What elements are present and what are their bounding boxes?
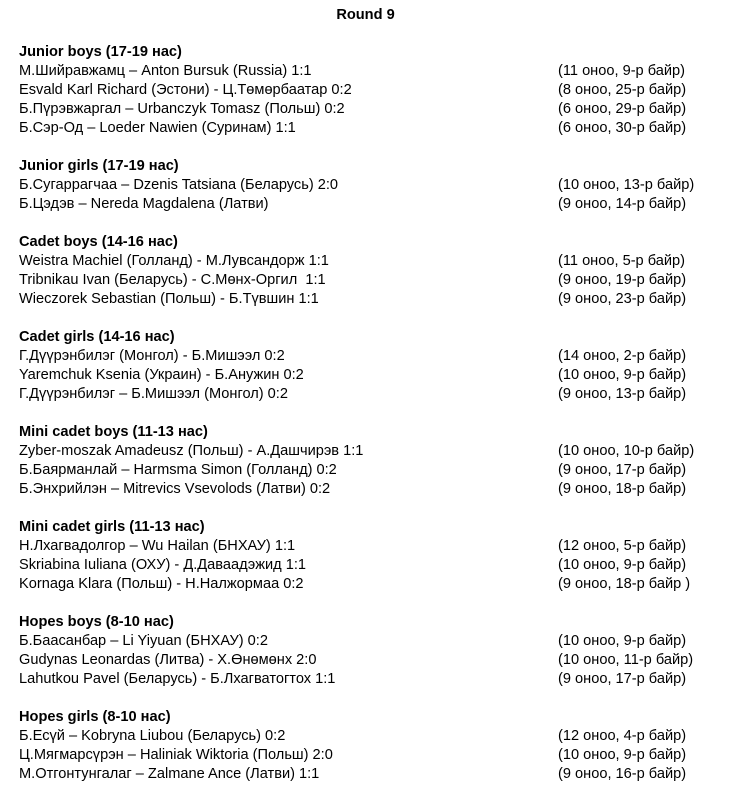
section-heading: Hopes boys (8-10 нас) bbox=[19, 614, 174, 630]
game-row bbox=[19, 290, 719, 309]
standing-info: (14 оноо, 2-р байр) bbox=[558, 348, 687, 364]
game-row bbox=[19, 385, 719, 404]
standing-info: (10 оноо, 9-р байр) bbox=[558, 367, 687, 383]
standing-info: (10 оноо, 9-р байр) bbox=[558, 747, 687, 763]
game-result: Wieczorek Sebastian (Польш) - Б.Түвшин 1:1 bbox=[19, 291, 319, 307]
standing-info: (12 оноо, 5-р байр) bbox=[558, 538, 687, 554]
section-heading: Mini cadet boys (11-13 нас) bbox=[19, 424, 208, 440]
section-heading: Junior boys (17-19 нас) bbox=[19, 44, 182, 60]
game-row bbox=[19, 62, 719, 81]
game-row bbox=[19, 765, 719, 784]
standing-info: (9 оноо, 17-р байр) bbox=[558, 462, 687, 478]
game-result: Kornaga Klara (Польш) - Н.Налжормаа 0:2 bbox=[19, 576, 304, 592]
game-result: Г.Дүүрэнбилэг (Монгол) - Б.Мишээл 0:2 bbox=[19, 348, 285, 364]
standing-info: (9 оноо, 19-р байр) bbox=[558, 272, 687, 288]
standing-info: (10 оноо, 9-р байр) bbox=[558, 557, 687, 573]
standing-info: (6 оноо, 30-р байр) bbox=[558, 120, 687, 136]
game-result: Б.Есүй – Kobryna Liubou (Беларусь) 0:2 bbox=[19, 728, 286, 744]
section bbox=[19, 157, 719, 214]
game-row bbox=[19, 651, 719, 670]
standing-info: (12 оноо, 4-р байр) bbox=[558, 728, 687, 744]
game-result: Ц.Мягмарсүрэн – Haliniak Wiktoria (Польш) 2:0 bbox=[19, 747, 333, 763]
section bbox=[19, 233, 719, 309]
standing-info: (9 оноо, 23-р байр) bbox=[558, 291, 687, 307]
game-row bbox=[19, 347, 719, 366]
standing-info: (10 оноо, 11-р байр) bbox=[558, 652, 694, 668]
game-result: Б.Баярманлай – Harmsma Simon (Голланд) 0:2 bbox=[19, 462, 337, 478]
section-heading: Mini cadet girls (11-13 нас) bbox=[19, 519, 205, 535]
game-result: Weistra Machiel (Голланд) - М.Лувсандорж 1:1 bbox=[19, 253, 329, 269]
section-heading: Cadet girls (14-16 нас) bbox=[19, 329, 175, 345]
game-row bbox=[19, 575, 719, 594]
game-row bbox=[19, 746, 719, 765]
game-result: М.Шийравжамц – Anton Bursuk (Russia) 1:1 bbox=[19, 63, 312, 79]
standing-info: (9 оноо, 18-р байр ) bbox=[558, 576, 691, 592]
section-heading: Hopes girls (8-10 нас) bbox=[19, 709, 171, 725]
game-row bbox=[19, 119, 719, 138]
game-result: Skriabina Iuliana (ОХУ) - Д.Даваадэжид 1:1 bbox=[19, 557, 307, 573]
game-row bbox=[19, 480, 719, 499]
game-result: М.Отгонтунгалаг – Zalmane Ance (Латви) 1:1 bbox=[19, 766, 320, 782]
game-result: Tribnikau Ivan (Беларусь) - С.Мөнх-Оргил 1:1 bbox=[19, 272, 326, 288]
results-list bbox=[19, 43, 719, 803]
game-result: Esvald Karl Richard (Эстони) - Ц.Төмөрбаатар 0:2 bbox=[19, 82, 352, 98]
game-row bbox=[19, 537, 719, 556]
game-row bbox=[19, 271, 719, 290]
standing-info: (10 оноо, 13-р байр) bbox=[558, 177, 695, 193]
game-result: Г.Дүүрэнбилэг – Б.Мишээл (Монгол) 0:2 bbox=[19, 386, 288, 402]
game-row bbox=[19, 670, 719, 689]
game-result: Zyber-moszak Amadeusz (Польш) - А.Дашчирэв 1:1 bbox=[19, 443, 364, 459]
game-result: Б.Цэдэв – Nereda Magdalena (Латви) bbox=[19, 196, 269, 212]
section-heading: Junior girls (17-19 нас) bbox=[19, 158, 179, 174]
game-row bbox=[19, 461, 719, 480]
game-row bbox=[19, 366, 719, 385]
section-heading: Cadet boys (14-16 нас) bbox=[19, 234, 178, 250]
standing-info: (10 оноо, 9-р байр) bbox=[558, 633, 687, 649]
standing-info: (9 оноо, 14-р байр) bbox=[558, 196, 687, 212]
page-title: Round 9 bbox=[336, 7, 395, 23]
section bbox=[19, 328, 719, 404]
section bbox=[19, 613, 719, 689]
standing-info: (11 оноо, 9-р байр) bbox=[558, 63, 685, 79]
standing-info: (8 оноо, 25-р байр) bbox=[558, 82, 687, 98]
standing-info: (6 оноо, 29-р байр) bbox=[558, 101, 687, 117]
game-result: Gudynas Leonardas (Литва) - Х.Өнөмөнх 2:0 bbox=[19, 652, 317, 668]
standing-info: (9 оноо, 17-р байр) bbox=[558, 671, 687, 687]
section bbox=[19, 43, 719, 138]
game-result: Б.Энхрийлэн – Mitrevics Vsevolods (Латви) 0:2 bbox=[19, 481, 331, 497]
game-result: Б.Баасанбар – Li Yiyuan (БНХАУ) 0:2 bbox=[19, 633, 268, 649]
game-result: Б.Сугаррагчаа – Dzenis Tatsiana (Беларусь) 2:0 bbox=[19, 177, 339, 193]
game-result: Yaremchuk Ksenia (Украин) - Б.Анужин 0:2 bbox=[19, 367, 304, 383]
game-row bbox=[19, 727, 719, 746]
standing-info: (9 оноо, 13-р байр) bbox=[558, 386, 687, 402]
game-result: Н.Лхагвадолгор – Wu Hailan (БНХАУ) 1:1 bbox=[19, 538, 296, 554]
game-result: Б.Пүрэвжаргал – Urbanczyk Tomasz (Польш) 0:2 bbox=[19, 101, 345, 117]
game-row bbox=[19, 81, 719, 100]
section bbox=[19, 423, 719, 499]
game-row bbox=[19, 195, 719, 214]
game-row bbox=[19, 252, 719, 271]
game-row bbox=[19, 632, 719, 651]
standing-info: (11 оноо, 5-р байр) bbox=[558, 253, 685, 269]
game-result: Lahutkou Pavel (Беларусь) - Б.Лхагватогтох 1:1 bbox=[19, 671, 336, 687]
game-row bbox=[19, 176, 719, 195]
standing-info: (9 оноо, 16-р байр) bbox=[558, 766, 687, 782]
standing-info: (9 оноо, 18-р байр) bbox=[558, 481, 687, 497]
section bbox=[19, 708, 719, 784]
game-result: Б.Сэр-Од – Loeder Nawien (Суринам) 1:1 bbox=[19, 120, 296, 136]
section bbox=[19, 518, 719, 594]
game-row bbox=[19, 442, 719, 461]
standing-info: (10 оноо, 10-р байр) bbox=[558, 443, 695, 459]
game-row bbox=[19, 556, 719, 575]
game-row bbox=[19, 100, 719, 119]
